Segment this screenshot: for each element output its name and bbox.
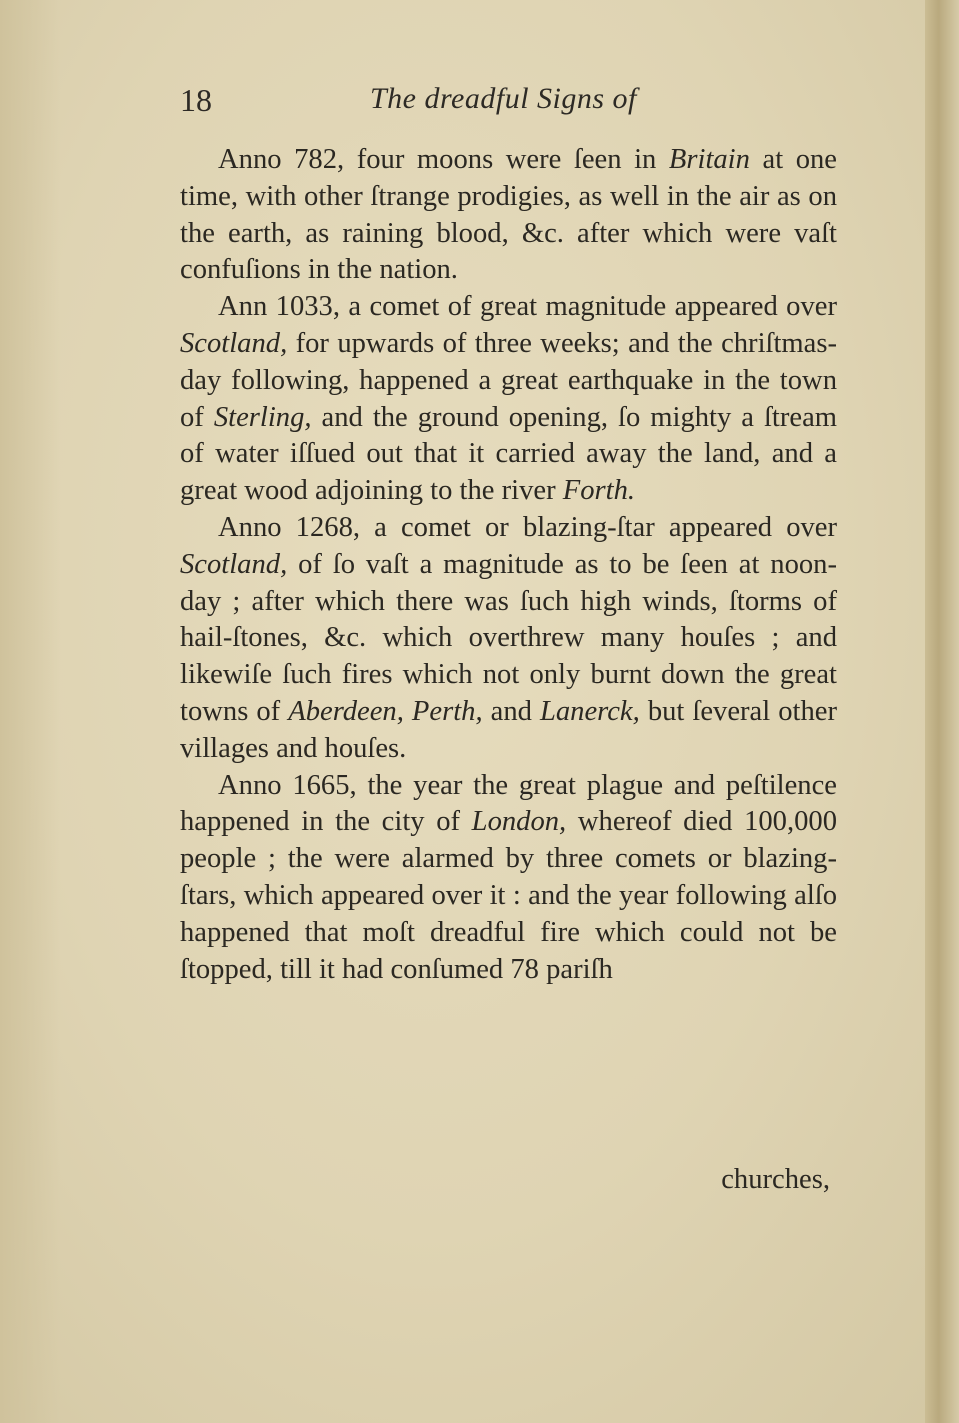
italic-place-name: Lanerck, (539, 695, 640, 727)
text-run: for upwards of three weeks; and the chriſtmas-day following, happened a great earthquake in the town of (180, 327, 837, 433)
running-title: The dreadful Signs of (370, 82, 637, 115)
italic-place-name: Forth. (562, 475, 636, 507)
italic-place-name: Scotland, (180, 548, 288, 580)
paragraph-anno-1033 (180, 289, 837, 510)
text-run: whereof died 100,000 people ; the were alarmed by three comets or blazing-ſtars, which appeared over it : and the year following alſo happened that moſt dreadful fire which could not be ſtopped, till it had conſumed 78 pariſh (180, 806, 837, 985)
page-header (180, 82, 840, 122)
italic-place-name: Britain (668, 144, 750, 175)
text-run: at one time, with other ſtrange prodigies, as well in the air as on the earth, as raining blood, &c. after which were vaſt confuſions in the nation. (180, 144, 838, 286)
text-run: Ann 1033, a comet of great magnitude appeared over (218, 291, 837, 323)
paragraph-anno-1665 (180, 768, 837, 989)
body-text (180, 142, 837, 988)
text-run: Anno 1268, a comet or blazing-ſtar appeared over (218, 511, 837, 543)
text-run: but ſeveral other villages and houſes. (180, 695, 837, 764)
paragraph-anno-782 (180, 142, 837, 289)
italic-place-name: Sterling, (213, 401, 312, 433)
italic-place-name: Aberdeen, Perth, (288, 695, 483, 727)
text-run: Anno 782, four moons were ſeen in (218, 144, 669, 175)
paragraph-anno-1268 (180, 510, 837, 768)
text-run: of ſo vaſt a magnitude as to be ſeen at noon-day ; after which there was ſuch high winds, ſtorms of hail-ſtones, &c. which overthrew many houſes ; and likewiſe ſuch fires which not only burnt down the great towns of (180, 548, 837, 727)
text-run: and the ground opening, ſo mighty a ſtream of water iſſued out that it carried away the land, and a great wood adjoining to the river (180, 401, 838, 507)
italic-place-name: London, (471, 806, 567, 838)
text-run: Anno 1665, the year the great plague and peſtilence happened in the city of (180, 769, 837, 838)
text-run: and (482, 695, 540, 727)
catchword: churches, (721, 1164, 830, 1195)
italic-place-name: Scotland, (180, 327, 288, 359)
page-number: 18 (180, 82, 212, 118)
